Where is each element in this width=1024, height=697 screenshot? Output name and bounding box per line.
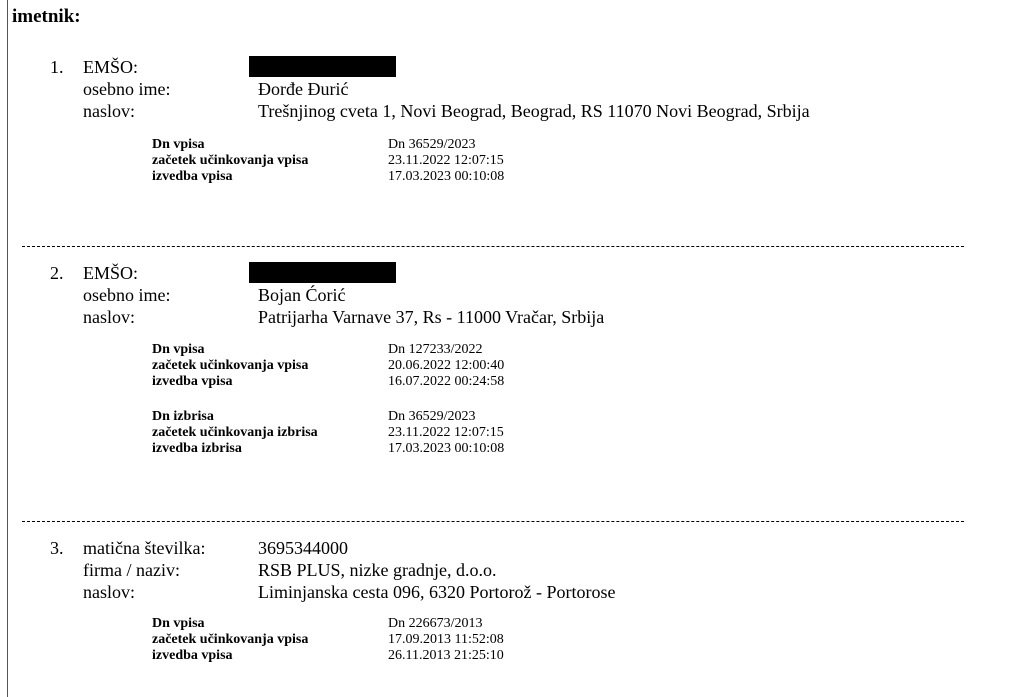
sub-label: začetek učinkovanja vpisa bbox=[152, 358, 309, 373]
redacted-emso bbox=[249, 262, 396, 283]
field-label-name: osebno ime: bbox=[83, 285, 171, 305]
redacted-emso bbox=[249, 56, 396, 77]
sub-value: 23.11.2022 12:07:15 bbox=[388, 425, 504, 440]
sub-value: 17.03.2023 00:10:08 bbox=[388, 441, 505, 456]
field-label-company-name: firma / naziv: bbox=[83, 560, 180, 580]
sub-value: Dn 36529/2023 bbox=[388, 409, 476, 424]
sub-label: izvedba izbrisa bbox=[152, 441, 242, 456]
field-value-address: Liminjanska cesta 096, 6320 Portorož - Portorose bbox=[258, 582, 616, 602]
field-value-name: Đorđe Đurić bbox=[258, 79, 349, 99]
field-label-address: naslov: bbox=[83, 582, 135, 602]
field-value-name: Bojan Ćorić bbox=[258, 285, 346, 305]
sub-value: 20.06.2022 12:00:40 bbox=[388, 358, 505, 373]
sub-value: Dn 36529/2023 bbox=[388, 137, 476, 152]
section-heading: imetnik: bbox=[12, 6, 81, 27]
sub-value: 17.09.2013 11:52:08 bbox=[388, 632, 504, 647]
sub-label: izvedba vpisa bbox=[152, 374, 233, 389]
sub-label: izvedba vpisa bbox=[152, 648, 233, 663]
field-label-registration-number: matična številka: bbox=[83, 538, 206, 558]
sub-value: 23.11.2022 12:07:15 bbox=[388, 153, 504, 168]
left-margin-rule bbox=[7, 0, 8, 697]
sub-value: 16.07.2022 00:24:58 bbox=[388, 374, 505, 389]
sub-value: Dn 226673/2013 bbox=[388, 616, 483, 631]
sub-label: Dn vpisa bbox=[152, 137, 205, 152]
field-label-address: naslov: bbox=[83, 307, 135, 327]
sub-value: 17.03.2023 00:10:08 bbox=[388, 169, 505, 184]
sub-value: 26.11.2013 21:25:10 bbox=[388, 648, 504, 663]
sub-label: začetek učinkovanja vpisa bbox=[152, 153, 309, 168]
entry-number: 2. bbox=[50, 263, 64, 283]
field-value-address: Patrijarha Varnave 37, Rs - 11000 Vračar, Srbija bbox=[258, 307, 605, 327]
sub-label: začetek učinkovanja vpisa bbox=[152, 632, 309, 647]
sub-label: Dn vpisa bbox=[152, 616, 205, 631]
sub-value: Dn 127233/2022 bbox=[388, 342, 483, 357]
field-label-name: osebno ime: bbox=[83, 79, 171, 99]
field-value-address: Trešnjinog cveta 1, Novi Beograd, Beograd, RS 11070 Novi Beograd, Srbija bbox=[258, 101, 810, 121]
entry-number: 1. bbox=[50, 57, 64, 77]
sub-label: izvedba vpisa bbox=[152, 169, 233, 184]
sub-label: Dn izbrisa bbox=[152, 409, 214, 424]
field-value-company-name: RSB PLUS, nizke gradnje, d.o.o. bbox=[258, 560, 497, 580]
field-value-registration-number: 3695344000 bbox=[258, 538, 348, 558]
entry-number: 3. bbox=[50, 538, 64, 558]
field-label-emso: EMŠO: bbox=[83, 57, 139, 77]
entry-divider bbox=[22, 246, 964, 247]
entry-divider bbox=[22, 521, 964, 522]
sub-label: začetek učinkovanja izbrisa bbox=[152, 425, 318, 440]
field-label-emso: EMŠO: bbox=[83, 263, 139, 283]
sub-label: Dn vpisa bbox=[152, 342, 205, 357]
field-label-address: naslov: bbox=[83, 101, 135, 121]
